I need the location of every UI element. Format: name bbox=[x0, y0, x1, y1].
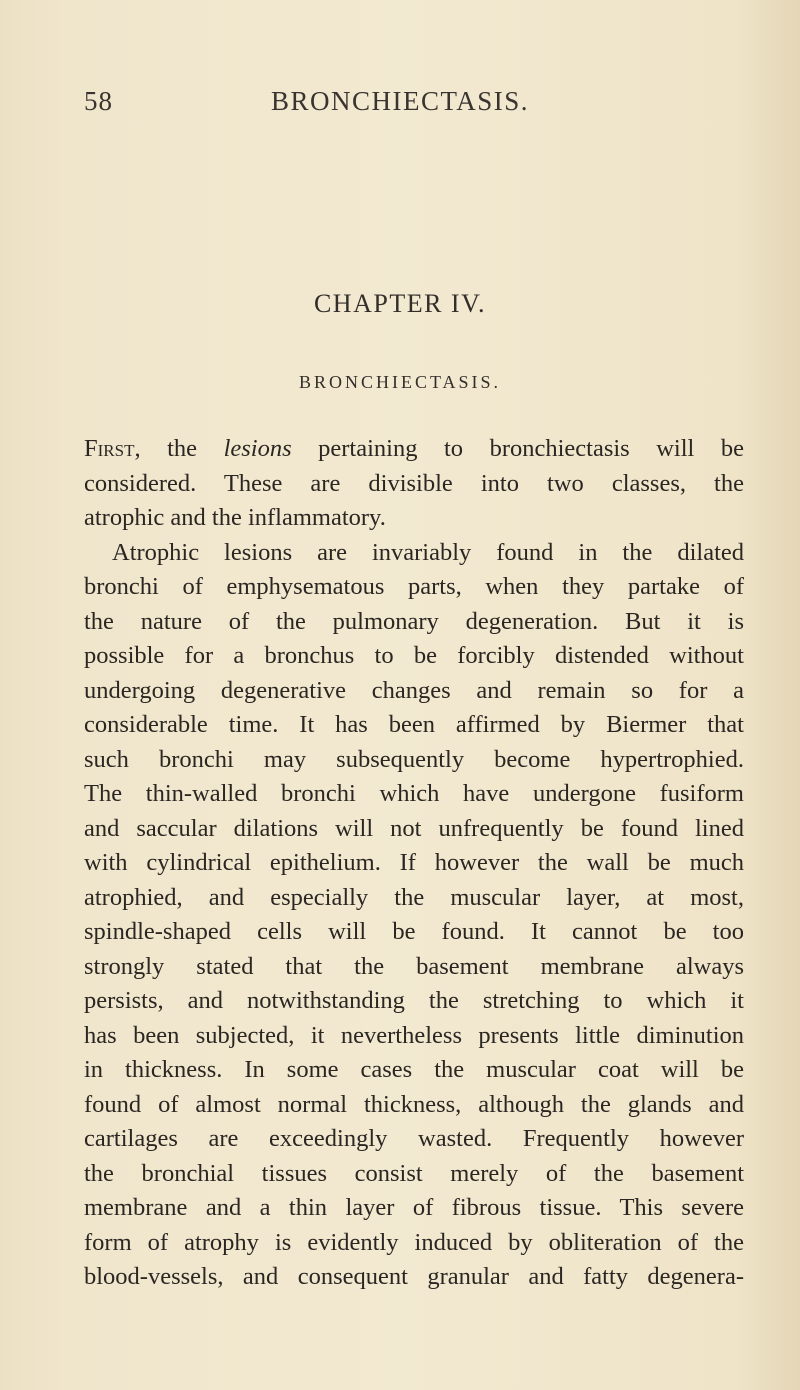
paragraph-2-line: has been subjected, it nevertheless presents little diminution bbox=[84, 1021, 744, 1049]
italic-word: lesions bbox=[223, 435, 292, 462]
text-run: the bbox=[140, 435, 224, 462]
paragraph-2-line: membrane and a thin layer of fibrous tissue. This severe bbox=[84, 1194, 744, 1221]
paragraph-2-line: considerable time. It has been affirmed by Biermer that bbox=[84, 711, 744, 738]
paragraph-2-line: and saccular dilations will not unfrequently be found lined bbox=[84, 814, 744, 842]
paragraph-2-line: cartilages are exceedingly wasted. Frequently however bbox=[84, 1125, 744, 1152]
paragraph-1-line-1 bbox=[84, 432, 744, 467]
paragraph-2-line: possible for a bronchus to be forcibly distended without bbox=[84, 642, 744, 669]
first-word: First, bbox=[84, 435, 141, 462]
paragraph-2-line: form of atrophy is evidently induced by obliteration of the bbox=[84, 1228, 744, 1256]
running-title: BRONCHIECTASIS. bbox=[270, 86, 530, 116]
page-number: 58 bbox=[84, 86, 113, 116]
paragraph-2-line: found of almost normal thickness, although the glands and bbox=[84, 1090, 744, 1118]
paragraph-2-line: such bronchi may subsequently become hypertrophied. bbox=[84, 745, 744, 773]
paragraph-2-line: spindle-shaped cells will be found. It cannot be too bbox=[84, 918, 744, 945]
section-title: BRONCHIECTASIS. bbox=[298, 372, 502, 392]
paragraph-2-line: strongly stated that the basement membrane always bbox=[84, 952, 744, 980]
paragraph-2-line: The thin-walled bronchi which have undergone fusiform bbox=[84, 780, 744, 807]
chapter-title: CHAPTER IV. bbox=[313, 289, 487, 318]
paragraph-2 bbox=[84, 536, 744, 1295]
paragraph-1-line-3: atrophic and the inflammatory. bbox=[84, 504, 386, 531]
paragraph-2-line: the nature of the pulmonary degeneration. But it is bbox=[84, 607, 744, 635]
paragraph-2-line: atrophied, and especially the muscular layer, at most, bbox=[84, 883, 744, 911]
paragraph-2-line: the bronchial tissues consist merely of the basement bbox=[84, 1159, 744, 1187]
paragraph-2-line: undergoing degenerative changes and remain so for a bbox=[84, 676, 744, 704]
paragraph-2-line: with cylindrical epithelium. If however the wall be much bbox=[84, 849, 744, 876]
paragraph-2-line: in thickness. In some cases the muscular coat will be bbox=[84, 1056, 744, 1083]
paragraph-2-line: blood-vessels, and consequent granular and fatty degenera- bbox=[84, 1263, 744, 1290]
paragraph-2-line: bronchi of emphysematous parts, when they partake of bbox=[84, 573, 744, 600]
paragraph-1-line-2: considered. These are divisible into two classes, the bbox=[84, 469, 744, 497]
body-text bbox=[84, 432, 744, 1295]
paragraph-2-line: persists, and notwithstanding the stretching to which it bbox=[84, 987, 744, 1014]
paragraph-2-line: Atrophic lesions are invariably found in the dilated bbox=[112, 538, 744, 566]
text-run: pertaining to bronchiectasis will be bbox=[291, 435, 744, 462]
running-head bbox=[0, 86, 800, 122]
